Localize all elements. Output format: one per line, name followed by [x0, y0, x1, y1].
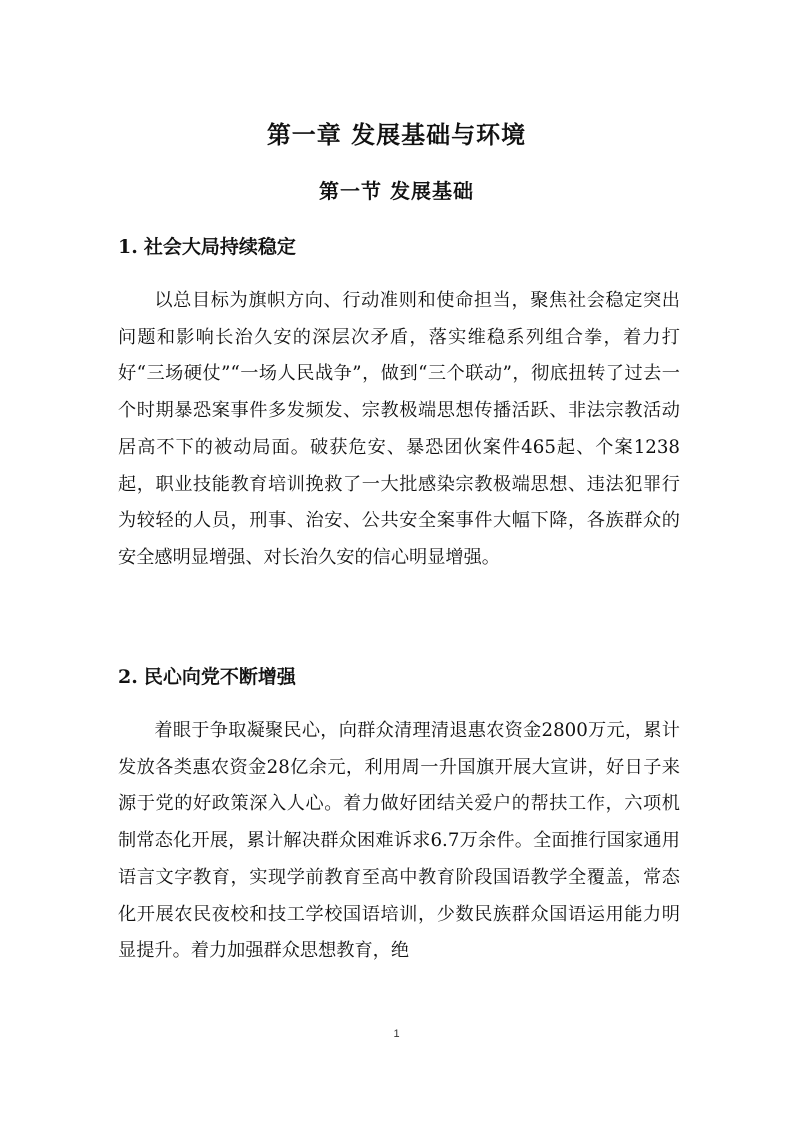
subsection-heading-1 [118, 232, 296, 262]
body-paragraph-2: 着眼于争取凝聚民心，向群众清理清退惠农资金2800万元，累计发放各类惠农资金28亿余元，利用周一升国旗开展大宣讲，好日子来源于党的好政策深入人心。着力做好团结关爱户的帮扶工作，六项机制常态化开展，累计解决群众困难诉求6.7万余件。全面推行国家通用语言文字教育，实现学前教育至高中教育阶段国语教学全覆盖，常态化开展农民夜校和技工学校国语培训，少数民族群众国语运用能力明显提升。着力加强群众思想教育，绝 [118, 720, 680, 962]
subsection-number: 2. [118, 666, 138, 688]
chapter-title: 第一章 发展基础与环境 [266, 121, 527, 149]
subsection-heading-text: 民心向党不断增强 [143, 666, 296, 688]
subsection-heading-2 [118, 662, 296, 692]
body-paragraph-1: 以总目标为旗帜方向、行动准则和使命担当，聚焦社会稳定突出问题和影响长治久安的深层次矛盾，落实维稳系列组合拳，着力打好“三场硬仗”“一场人民战争”，做到“三个联动”，彻底扭转了过去一个时期暴恐案事件多发频发、宗教极端思想传播活跃、非法宗教活动居高不下的被动局面。破获危安、暴恐团伙案件465起、个案1238起，职业技能教育培训挽救了一大批感染宗教极端思想、违法犯罪行为较轻的人员，刑事、治安、公共安全案事件大幅下降，各族群众的安全感明显增强、对长治久安的信心明显增强。 [118, 290, 680, 568]
page-number: 1 [393, 1028, 400, 1040]
section-title: 第一节 发展基础 [319, 179, 474, 203]
subsection-heading-text: 社会大局持续稳定 [143, 236, 296, 258]
subsection-number: 1. [118, 236, 138, 258]
